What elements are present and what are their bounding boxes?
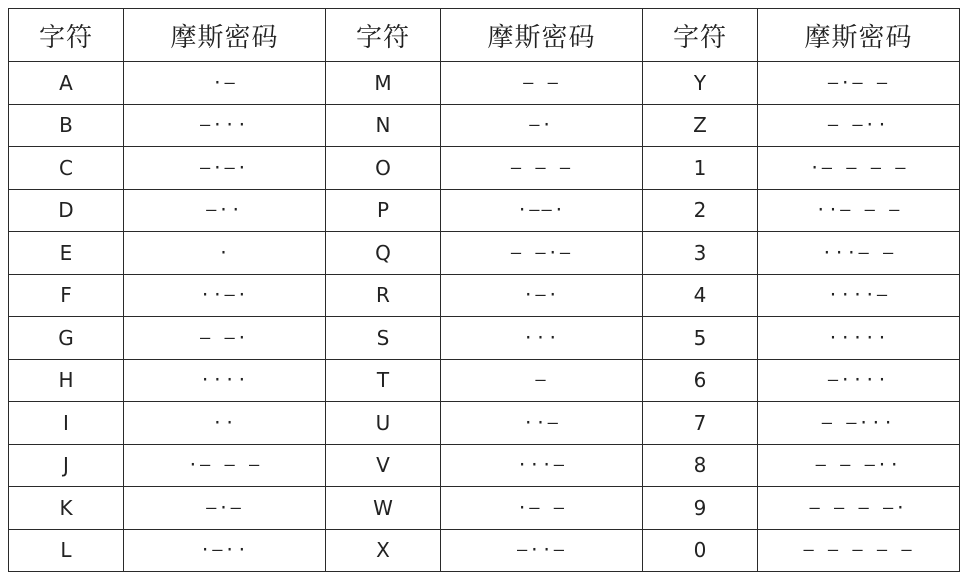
morse-code-cell: ·– – – – — [758, 147, 960, 190]
table-row — [9, 147, 960, 190]
table-body — [9, 62, 960, 572]
morse-code-table — [8, 8, 960, 572]
table-row — [9, 232, 960, 275]
table-row — [9, 487, 960, 530]
morse-code-cell: – – – –· — [758, 487, 960, 530]
char-cell: P — [326, 189, 441, 232]
morse-code-cell: ··– – – — [758, 189, 960, 232]
morse-code-cell: –·· — [124, 189, 326, 232]
morse-code-cell: ·– – – — [124, 444, 326, 487]
header-code-2: 摩斯密码 — [441, 9, 643, 62]
morse-code-cell: –·– – — [758, 62, 960, 105]
char-cell: 1 — [643, 147, 758, 190]
morse-code-cell: ··– — [441, 402, 643, 445]
morse-code-cell: ·––· — [441, 189, 643, 232]
char-cell: J — [9, 444, 124, 487]
header-code-1: 摩斯密码 — [124, 9, 326, 62]
morse-code-cell: ···– — [441, 444, 643, 487]
char-cell: M — [326, 62, 441, 105]
morse-code-cell: ···– – — [758, 232, 960, 275]
char-cell: 6 — [643, 359, 758, 402]
table-row — [9, 402, 960, 445]
char-cell: R — [326, 274, 441, 317]
char-cell: S — [326, 317, 441, 360]
char-cell: F — [9, 274, 124, 317]
char-cell: X — [326, 529, 441, 572]
morse-code-cell: –···· — [758, 359, 960, 402]
morse-code-cell: – –· — [124, 317, 326, 360]
char-cell: A — [9, 62, 124, 105]
char-cell: Q — [326, 232, 441, 275]
table-row — [9, 529, 960, 572]
morse-code-cell: –··· — [124, 104, 326, 147]
morse-code-cell: – – — [441, 62, 643, 105]
table-row — [9, 62, 960, 105]
char-cell: 4 — [643, 274, 758, 317]
char-cell: 7 — [643, 402, 758, 445]
char-cell: 3 — [643, 232, 758, 275]
char-cell: Z — [643, 104, 758, 147]
morse-code-cell: – –·· — [758, 104, 960, 147]
char-cell: U — [326, 402, 441, 445]
morse-code-cell: –· — [441, 104, 643, 147]
morse-code-cell: –··– — [441, 529, 643, 572]
char-cell: W — [326, 487, 441, 530]
char-cell: H — [9, 359, 124, 402]
morse-code-cell: – – – – – — [758, 529, 960, 572]
table-row — [9, 317, 960, 360]
morse-code-cell: ··· — [441, 317, 643, 360]
char-cell: C — [9, 147, 124, 190]
table-row — [9, 274, 960, 317]
morse-code-cell: –·– — [124, 487, 326, 530]
char-cell: N — [326, 104, 441, 147]
morse-code-cell: ·–·· — [124, 529, 326, 572]
char-cell: K — [9, 487, 124, 530]
morse-code-cell: ··–· — [124, 274, 326, 317]
char-cell: V — [326, 444, 441, 487]
char-cell: L — [9, 529, 124, 572]
char-cell: 5 — [643, 317, 758, 360]
char-cell: E — [9, 232, 124, 275]
char-cell: 8 — [643, 444, 758, 487]
morse-code-cell: ····· — [758, 317, 960, 360]
morse-code-cell: ·– — [124, 62, 326, 105]
morse-code-cell: – – –·· — [758, 444, 960, 487]
char-cell: O — [326, 147, 441, 190]
morse-code-cell: ·–· — [441, 274, 643, 317]
morse-code-cell: – – – — [441, 147, 643, 190]
morse-code-cell: ·– – — [441, 487, 643, 530]
char-cell: T — [326, 359, 441, 402]
header-row — [9, 9, 960, 62]
char-cell: 2 — [643, 189, 758, 232]
morse-code-cell: ····– — [758, 274, 960, 317]
morse-table-container — [8, 8, 958, 574]
morse-code-cell: · — [124, 232, 326, 275]
char-cell: Y — [643, 62, 758, 105]
table-row — [9, 359, 960, 402]
header-char-1: 字符 — [9, 9, 124, 62]
char-cell: G — [9, 317, 124, 360]
morse-code-cell: –·–· — [124, 147, 326, 190]
char-cell: D — [9, 189, 124, 232]
table-row — [9, 104, 960, 147]
morse-code-cell: – — [441, 359, 643, 402]
table-row — [9, 189, 960, 232]
char-cell: 0 — [643, 529, 758, 572]
char-cell: B — [9, 104, 124, 147]
morse-code-cell: – –·– — [441, 232, 643, 275]
morse-code-cell: ···· — [124, 359, 326, 402]
header-char-2: 字符 — [326, 9, 441, 62]
morse-code-cell: – –··· — [758, 402, 960, 445]
char-cell: 9 — [643, 487, 758, 530]
char-cell: I — [9, 402, 124, 445]
header-char-3: 字符 — [643, 9, 758, 62]
table-row — [9, 444, 960, 487]
header-code-3: 摩斯密码 — [758, 9, 960, 62]
morse-code-cell: ·· — [124, 402, 326, 445]
